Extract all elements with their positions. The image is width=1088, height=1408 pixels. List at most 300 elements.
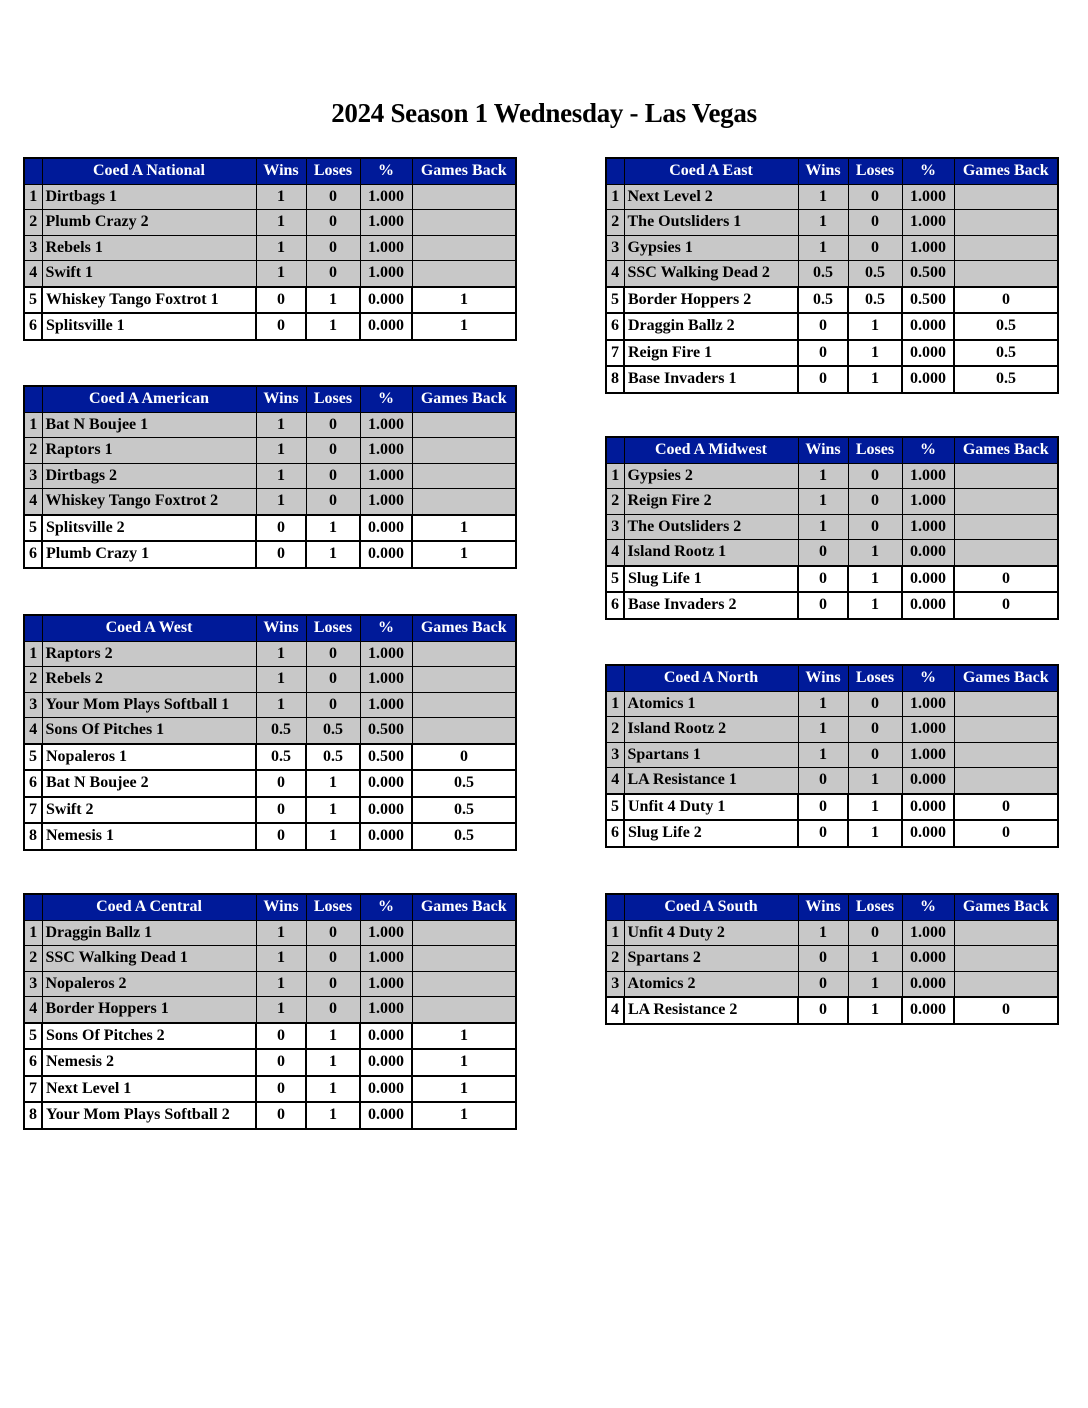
games-back-cell [412,920,516,946]
table-row [606,366,1058,393]
rank-cell: 5 [24,744,42,771]
games-back-cell: 0.5 [412,770,516,797]
pct-cell: 1.000 [902,514,954,540]
table-row [24,463,516,489]
wins-cell: 1 [256,971,306,997]
loses-cell: 0 [306,997,360,1023]
team-name: Spartans 1 [624,742,798,768]
table-row [24,235,516,261]
wins-cell: 0 [256,797,306,824]
team-name: Border Hoppers 1 [42,997,256,1023]
loses-cell: 1 [306,515,360,542]
header-row [24,158,516,184]
pct-cell: 1.000 [902,717,954,743]
loses-cell: 1 [306,770,360,797]
pct-cell: 0.000 [902,340,954,367]
table-row [606,566,1058,593]
pct-cell: 0.000 [902,820,954,847]
header-loses: Loses [306,158,360,184]
games-back-cell: 0 [412,744,516,771]
team-name: Raptors 2 [42,641,256,667]
rank-cell: 1 [24,641,42,667]
games-back-cell [412,210,516,236]
team-name: Base Invaders 1 [624,366,798,393]
header-loses: Loses [306,894,360,920]
header-wins: Wins [798,665,848,691]
team-name: SSC Walking Dead 1 [42,946,256,972]
table-row [24,412,516,438]
loses-cell: 1 [848,366,902,393]
games-back-cell [412,489,516,515]
header-wins: Wins [256,158,306,184]
loses-cell: 1 [306,541,360,568]
table-row [606,184,1058,210]
team-name: Whiskey Tango Foxtrot 2 [42,489,256,515]
team-name: Atomics 2 [624,971,798,997]
loses-cell: 0 [306,667,360,693]
games-back-cell [954,717,1058,743]
pct-cell: 0.000 [360,823,412,850]
pct-cell: 1.000 [360,692,412,718]
table-row [606,540,1058,566]
rank-cell: 3 [606,742,624,768]
rank-cell: 5 [606,287,624,314]
header-rank [24,615,42,641]
rank-cell: 4 [24,997,42,1023]
games-back-cell [954,184,1058,210]
loses-cell: 0 [306,438,360,464]
rank-cell: 8 [24,1102,42,1129]
table-row [606,794,1058,821]
wins-cell: 0 [798,997,848,1024]
header-games-back: Games Back [954,158,1058,184]
team-name: Rebels 1 [42,235,256,261]
team-name: Unfit 4 Duty 2 [624,920,798,946]
table-row [606,971,1058,997]
games-back-cell: 1 [412,1049,516,1076]
pct-cell: 1.000 [902,184,954,210]
header-wins: Wins [256,615,306,641]
pct-cell: 1.000 [360,997,412,1023]
table-row [24,515,516,542]
team-name: Border Hoppers 2 [624,287,798,314]
header-row [24,615,516,641]
wins-cell: 1 [798,210,848,236]
team-name: Bat N Boujee 1 [42,412,256,438]
rank-cell: 8 [24,823,42,850]
rank-cell: 5 [24,515,42,542]
header-games-back: Games Back [954,894,1058,920]
rank-cell: 4 [24,718,42,744]
wins-cell: 0 [256,823,306,850]
header-loses: Loses [306,386,360,412]
wins-cell: 0 [798,366,848,393]
games-back-cell [412,971,516,997]
wins-cell: 1 [798,463,848,489]
team-name: Reign Fire 1 [624,340,798,367]
table-row [606,463,1058,489]
wins-cell: 0.5 [256,718,306,744]
pct-cell: 1.000 [360,412,412,438]
header-row [24,386,516,412]
wins-cell: 1 [256,667,306,693]
loses-cell: 1 [848,592,902,619]
table-row [606,340,1058,367]
header-loses: Loses [306,615,360,641]
pct-cell: 0.500 [360,744,412,771]
wins-cell: 0 [256,1102,306,1129]
wins-cell: 0 [798,820,848,847]
rank-cell: 5 [24,287,42,314]
loses-cell: 0 [306,463,360,489]
loses-cell: 1 [306,1023,360,1050]
wins-cell: 1 [256,438,306,464]
games-back-cell [412,438,516,464]
loses-cell: 0 [306,641,360,667]
rank-cell: 8 [606,366,624,393]
games-back-cell: 1 [412,287,516,314]
table-row [24,313,516,340]
header-pct: % [360,158,412,184]
rank-cell: 2 [606,717,624,743]
header-wins: Wins [798,437,848,463]
team-name: Rebels 2 [42,667,256,693]
loses-cell: 1 [848,820,902,847]
wins-cell: 1 [798,742,848,768]
header-row [24,894,516,920]
team-name: Base Invaders 2 [624,592,798,619]
games-back-cell: 1 [412,515,516,542]
wins-cell: 1 [798,514,848,540]
team-name: Your Mom Plays Softball 2 [42,1102,256,1129]
table-row [606,717,1058,743]
division-name: Coed A South [624,894,798,920]
header-games-back: Games Back [412,894,516,920]
table-row [606,514,1058,540]
loses-cell: 0 [306,920,360,946]
pct-cell: 1.000 [902,210,954,236]
wins-cell: 1 [256,641,306,667]
rank-cell: 2 [606,946,624,972]
table-row [24,1102,516,1129]
team-name: Dirtbags 1 [42,184,256,210]
games-back-cell [954,489,1058,515]
wins-cell: 0 [256,541,306,568]
header-rank [24,158,42,184]
rank-cell: 2 [24,667,42,693]
team-name: Next Level 2 [624,184,798,210]
games-back-cell [412,463,516,489]
header-wins: Wins [798,894,848,920]
games-back-cell [412,184,516,210]
table-row [24,261,516,287]
team-name: SSC Walking Dead 2 [624,261,798,287]
rank-cell: 6 [606,592,624,619]
team-name: Gypsies 2 [624,463,798,489]
team-name: Gypsies 1 [624,235,798,261]
table-row [606,592,1058,619]
loses-cell: 0.5 [848,287,902,314]
games-back-cell: 0 [954,592,1058,619]
header-games-back: Games Back [412,158,516,184]
table-row [606,287,1058,314]
table-row [606,997,1058,1024]
pct-cell: 0.000 [360,541,412,568]
wins-cell: 0 [256,515,306,542]
division-name: Coed A American [42,386,256,412]
table-row [24,797,516,824]
wins-cell: 1 [256,946,306,972]
pct-cell: 0.000 [360,1023,412,1050]
pct-cell: 0.000 [360,1076,412,1103]
table-row [606,920,1058,946]
page-title: 2024 Season 1 Wednesday - Las Vegas [331,98,757,128]
rank-cell: 3 [606,514,624,540]
table-row [24,744,516,771]
loses-cell: 1 [306,313,360,340]
division-name: Coed A North [624,665,798,691]
loses-cell: 1 [848,997,902,1024]
pct-cell: 0.000 [360,515,412,542]
games-back-cell [954,971,1058,997]
pct-cell: 1.000 [360,463,412,489]
header-row [606,665,1058,691]
rank-cell: 2 [24,946,42,972]
games-back-cell [412,235,516,261]
loses-cell: 0 [306,692,360,718]
rank-cell: 1 [606,463,624,489]
pct-cell: 0.000 [902,794,954,821]
team-name: Island Rootz 2 [624,717,798,743]
wins-cell: 0.5 [256,744,306,771]
loses-cell: 0.5 [848,261,902,287]
rank-cell: 6 [24,541,42,568]
games-back-cell [954,235,1058,261]
table-row [606,210,1058,236]
standings-table-midwest [605,436,1059,620]
wins-cell: 1 [256,920,306,946]
wins-cell: 0 [798,566,848,593]
pct-cell: 0.000 [360,1102,412,1129]
games-back-cell: 0.5 [412,823,516,850]
rank-cell: 6 [24,313,42,340]
games-back-cell [412,718,516,744]
table-row [24,287,516,314]
wins-cell: 1 [256,235,306,261]
loses-cell: 1 [306,823,360,850]
rank-cell: 7 [24,1076,42,1103]
loses-cell: 1 [848,313,902,340]
games-back-cell [412,412,516,438]
header-loses: Loses [848,437,902,463]
rank-cell: 5 [24,1023,42,1050]
pct-cell: 0.000 [360,770,412,797]
games-back-cell [954,920,1058,946]
loses-cell: 1 [306,1076,360,1103]
table-row [24,1049,516,1076]
header-games-back: Games Back [954,665,1058,691]
games-back-cell [412,997,516,1023]
table-row [24,1023,516,1050]
team-name: LA Resistance 2 [624,997,798,1024]
team-name: Swift 2 [42,797,256,824]
rank-cell: 1 [606,920,624,946]
pct-cell: 0.000 [360,313,412,340]
team-name: Sons Of Pitches 1 [42,718,256,744]
games-back-cell: 0 [954,997,1058,1024]
division-name: Coed A West [42,615,256,641]
pct-cell: 1.000 [360,971,412,997]
loses-cell: 0 [306,184,360,210]
header-rank [24,894,42,920]
pct-cell: 0.000 [902,946,954,972]
rank-cell: 6 [606,820,624,847]
table-row [24,823,516,850]
team-name: Spartans 2 [624,946,798,972]
loses-cell: 0 [848,463,902,489]
pct-cell: 0.500 [902,261,954,287]
pct-cell: 1.000 [902,489,954,515]
loses-cell: 0 [848,920,902,946]
games-back-cell [412,946,516,972]
team-name: LA Resistance 1 [624,768,798,794]
pct-cell: 0.000 [902,366,954,393]
header-games-back: Games Back [412,386,516,412]
pct-cell: 0.000 [902,997,954,1024]
loses-cell: 0 [848,489,902,515]
header-loses: Loses [848,665,902,691]
pct-cell: 1.000 [360,184,412,210]
loses-cell: 0 [848,691,902,717]
division-name: Coed A National [42,158,256,184]
wins-cell: 1 [798,235,848,261]
pct-cell: 1.000 [360,667,412,693]
loses-cell: 1 [848,971,902,997]
team-name: Draggin Ballz 2 [624,313,798,340]
rank-cell: 3 [606,235,624,261]
pct-cell: 0.000 [360,1049,412,1076]
games-back-cell [412,692,516,718]
loses-cell: 0 [306,412,360,438]
loses-cell: 0 [848,717,902,743]
rank-cell: 7 [606,340,624,367]
header-pct: % [902,158,954,184]
loses-cell: 0 [306,235,360,261]
team-name: Nopaleros 1 [42,744,256,771]
division-name: Coed A Midwest [624,437,798,463]
header-rank [606,665,624,691]
team-name: Slug Life 2 [624,820,798,847]
header-pct: % [360,894,412,920]
loses-cell: 0 [848,184,902,210]
rank-cell: 3 [24,692,42,718]
pct-cell: 1.000 [902,463,954,489]
loses-cell: 0.5 [306,744,360,771]
games-back-cell [954,514,1058,540]
table-row [24,438,516,464]
standings-table-north [605,664,1059,848]
rank-cell: 5 [606,794,624,821]
header-rank [606,894,624,920]
wins-cell: 0 [256,313,306,340]
games-back-cell [954,691,1058,717]
pct-cell: 1.000 [902,920,954,946]
wins-cell: 0 [798,768,848,794]
games-back-cell [954,261,1058,287]
standings-table-american [23,385,517,569]
loses-cell: 0 [848,210,902,236]
wins-cell: 1 [256,210,306,236]
header-wins: Wins [256,386,306,412]
pct-cell: 0.500 [360,718,412,744]
standings-table-west [23,614,517,851]
wins-cell: 0.5 [798,261,848,287]
team-name: Plumb Crazy 1 [42,541,256,568]
header-rank [606,437,624,463]
wins-cell: 0 [798,794,848,821]
pct-cell: 1.000 [360,920,412,946]
rank-cell: 2 [606,210,624,236]
wins-cell: 1 [256,184,306,210]
pct-cell: 1.000 [360,261,412,287]
games-back-cell: 0.5 [412,797,516,824]
table-row [24,641,516,667]
header-row [606,437,1058,463]
team-name: Your Mom Plays Softball 1 [42,692,256,718]
games-back-cell: 0 [954,566,1058,593]
wins-cell: 1 [256,463,306,489]
header-pct: % [902,437,954,463]
games-back-cell: 0 [954,287,1058,314]
team-name: Unfit 4 Duty 1 [624,794,798,821]
rank-cell: 4 [606,261,624,287]
wins-cell: 0 [256,1023,306,1050]
games-back-cell: 1 [412,313,516,340]
wins-cell: 0 [256,1076,306,1103]
games-back-cell: 0.5 [954,313,1058,340]
rank-cell: 3 [24,235,42,261]
pct-cell: 0.000 [360,797,412,824]
games-back-cell [954,540,1058,566]
table-row [24,920,516,946]
wins-cell: 1 [256,261,306,287]
team-name: Raptors 1 [42,438,256,464]
header-loses: Loses [848,158,902,184]
wins-cell: 1 [256,412,306,438]
pct-cell: 1.000 [360,641,412,667]
loses-cell: 1 [306,1049,360,1076]
pct-cell: 1.000 [902,235,954,261]
wins-cell: 0 [798,540,848,566]
loses-cell: 1 [306,1102,360,1129]
team-name: Nemesis 1 [42,823,256,850]
pct-cell: 1.000 [902,691,954,717]
loses-cell: 1 [848,794,902,821]
rank-cell: 1 [606,691,624,717]
team-name: Next Level 1 [42,1076,256,1103]
table-row [24,692,516,718]
header-loses: Loses [848,894,902,920]
loses-cell: 0 [306,261,360,287]
table-row [606,235,1058,261]
table-row [24,718,516,744]
wins-cell: 0 [798,971,848,997]
header-games-back: Games Back [412,615,516,641]
team-name: Sons Of Pitches 2 [42,1023,256,1050]
header-rank [24,386,42,412]
pct-cell: 1.000 [360,489,412,515]
wins-cell: 1 [256,997,306,1023]
